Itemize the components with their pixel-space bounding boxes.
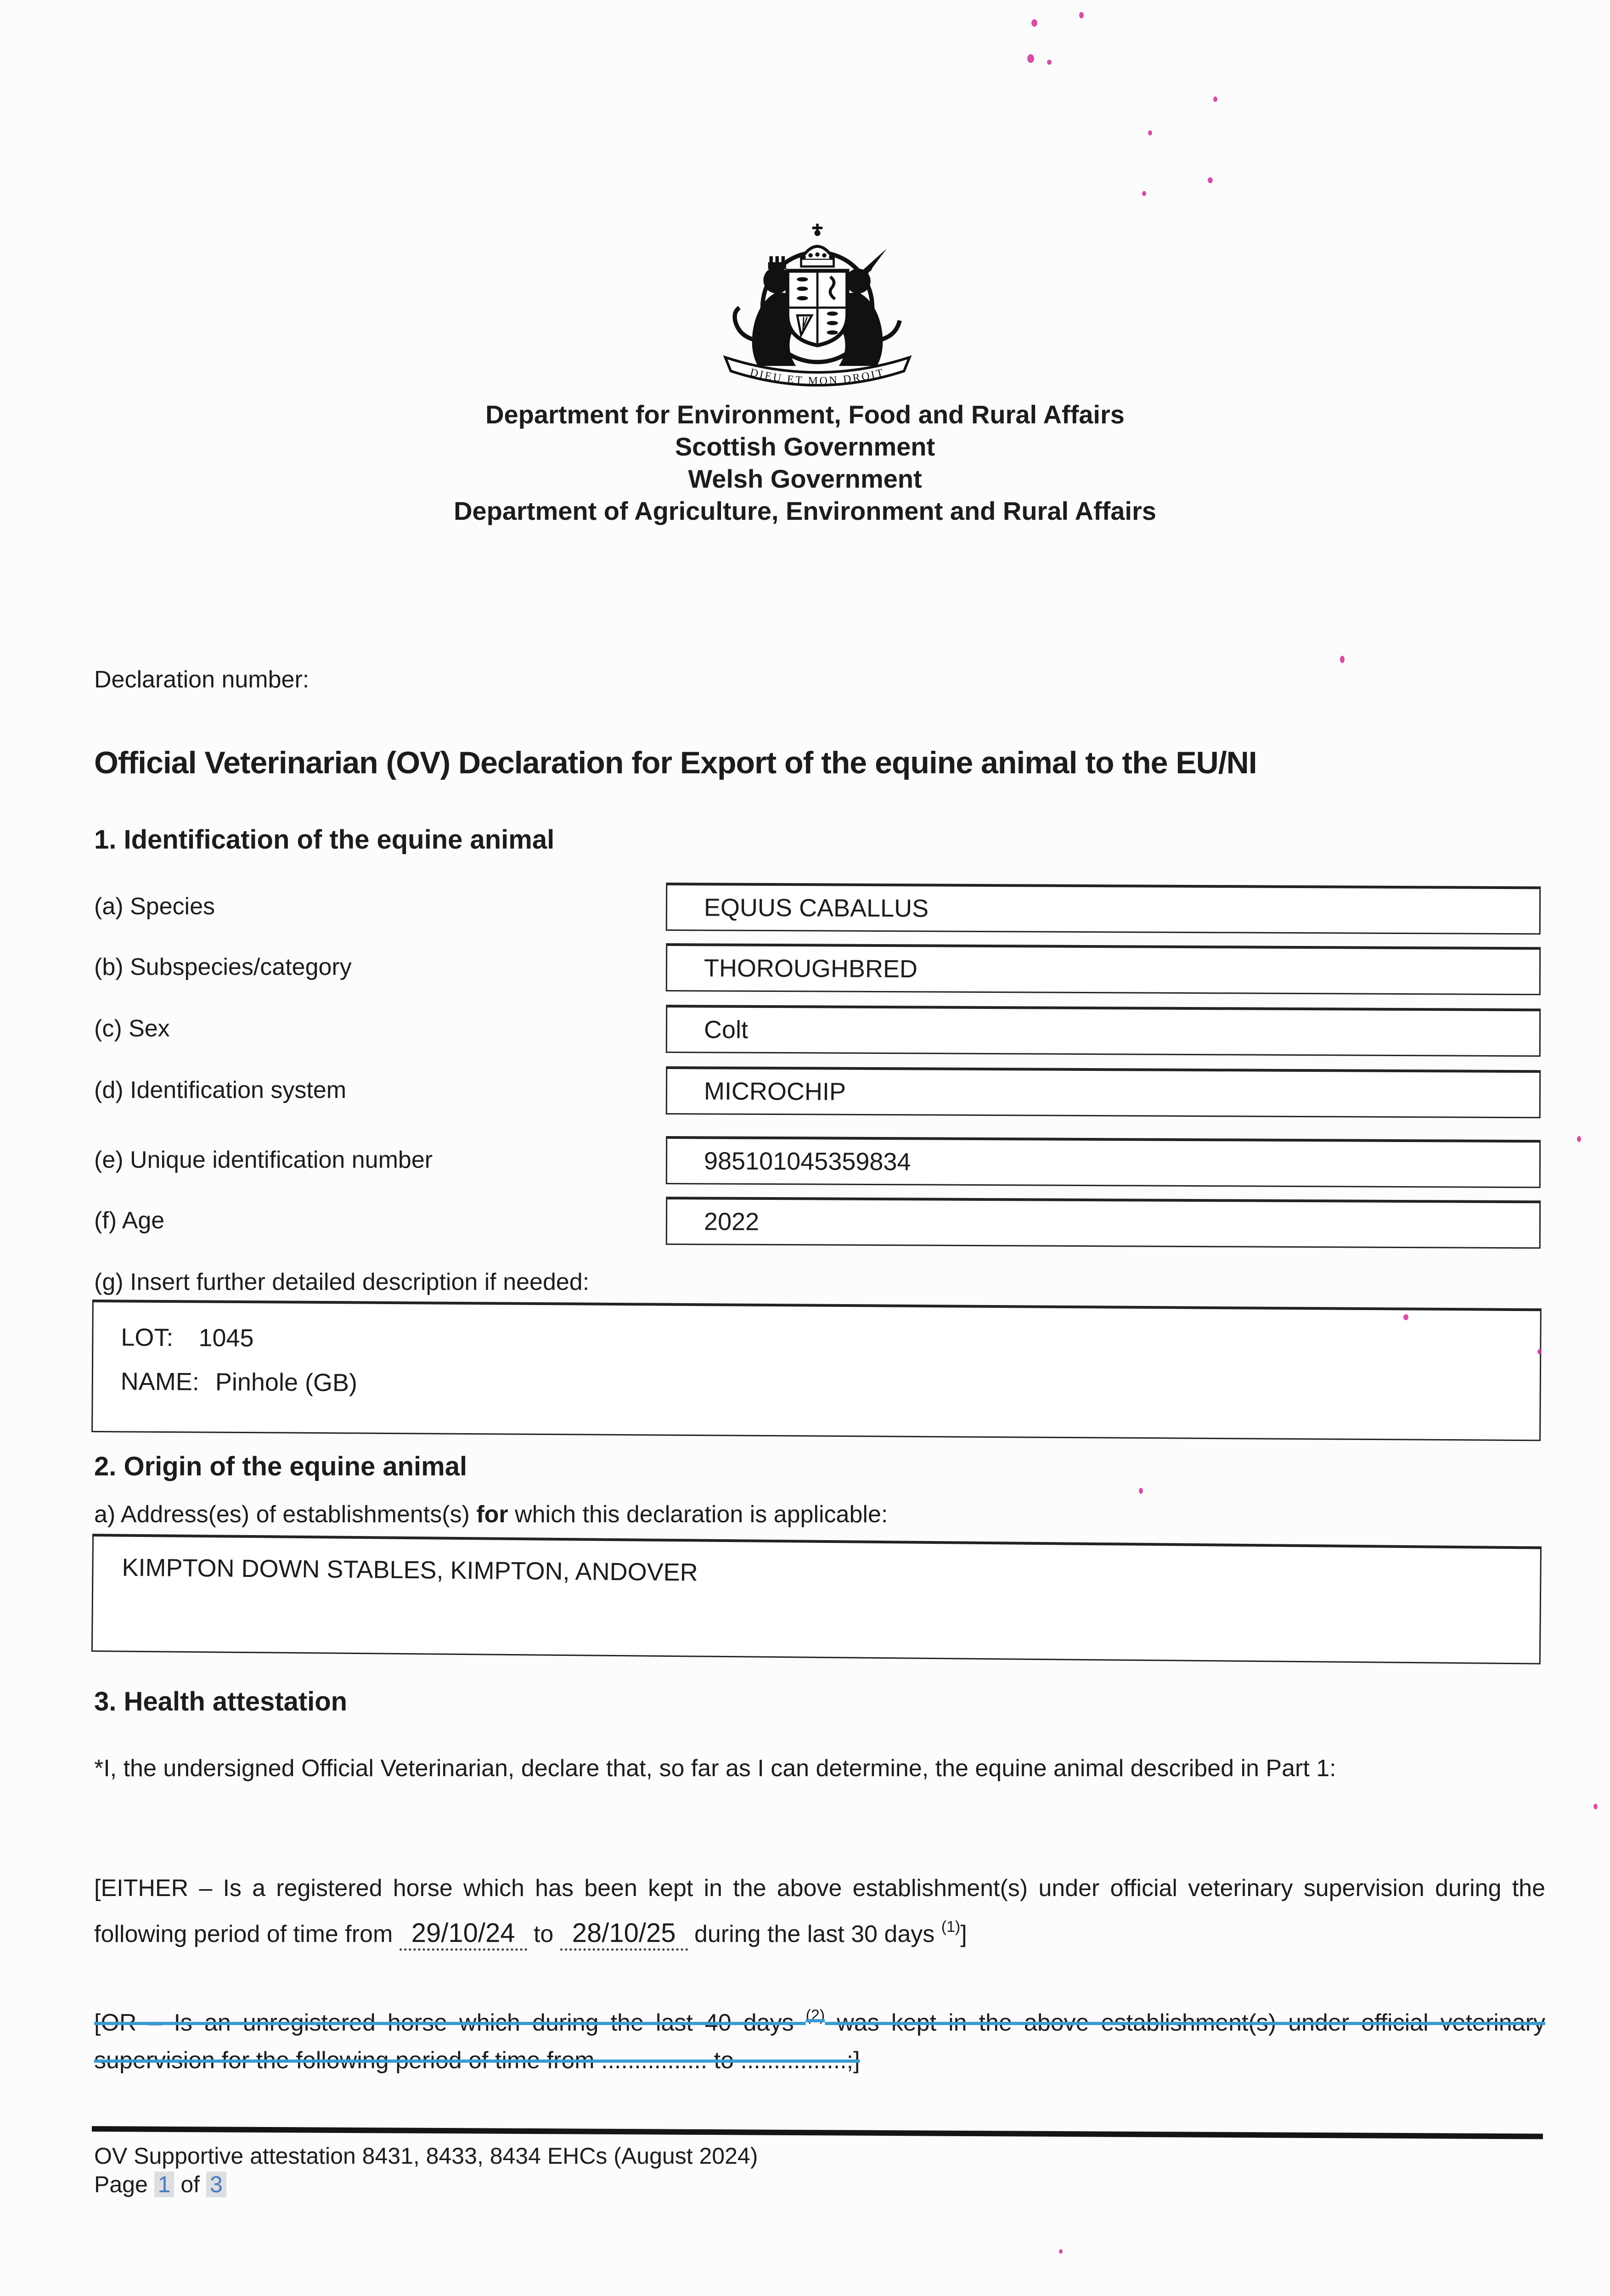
field-value-identification-system: MICROCHIP (704, 1077, 846, 1106)
or-close-bracket: ;] (846, 2047, 860, 2074)
footer-page-line (94, 2170, 758, 2199)
or-blank-dots-from: ................ (601, 2047, 708, 2074)
header-organizations (0, 399, 1610, 527)
org-line-welsh-government: Welsh Government (688, 464, 922, 493)
name-value: Pinhole (GB) (215, 1368, 358, 1397)
field-box-unique-id-number (666, 1136, 1541, 1188)
field-box-subspecies (666, 943, 1541, 995)
field-row-species (94, 882, 1541, 931)
either-text-suffix: during the last 30 days (687, 1921, 941, 1947)
section-1-heading: 1. Identification of the equine animal (94, 825, 555, 855)
supervision-from-date: 29/10/24 (400, 1919, 527, 1951)
lot-label: LOT: (121, 1323, 174, 1352)
scan-artifact (1208, 177, 1213, 183)
either-clause (94, 1869, 1545, 1953)
address-value: KIMPTON DOWN STABLES, KIMPTON, ANDOVER (122, 1553, 698, 1587)
supervision-to-date: 28/10/25 (560, 1919, 688, 1951)
shield (788, 271, 848, 345)
address-box (91, 1534, 1542, 1665)
field-row-sex (94, 1004, 1541, 1053)
page-current-number: 1 (154, 2172, 175, 2197)
further-description-label: (g) Insert further detailed description if needed: (94, 1269, 590, 1295)
section-2-heading: 2. Origin of the equine animal (94, 1452, 467, 1481)
field-value-age: 2022 (704, 1207, 760, 1236)
name-label: NAME: (120, 1367, 200, 1396)
further-description-box (91, 1300, 1542, 1441)
section-3-heading: 3. Health attestation (94, 1687, 348, 1716)
field-label-unique-id-number: (e) Unique identification number (94, 1147, 433, 1173)
field-value-unique-id-number: 985101045359834 (704, 1147, 911, 1176)
field-label-sex: (c) Sex (94, 1015, 170, 1042)
scan-artifact (1340, 656, 1345, 663)
field-value-sex: Colt (704, 1015, 749, 1044)
page-of-label: of (174, 2172, 206, 2197)
field-box-age (666, 1197, 1541, 1249)
or-blank-dots-to: ................ (740, 2047, 847, 2074)
footer-rule (92, 2126, 1543, 2139)
address-label (94, 1501, 888, 1528)
scan-artifact (1027, 54, 1034, 63)
scan-artifact (1031, 19, 1037, 27)
org-line-scottish-government: Scottish Government (675, 432, 935, 461)
org-line-daera: Department of Agriculture, Environment and Rural Affairs (454, 496, 1156, 525)
address-label-suffix: which this declaration is applicable: (508, 1501, 888, 1528)
field-box-identification-system (666, 1066, 1541, 1118)
lot-value: 1045 (198, 1324, 254, 1352)
scan-artifact (1577, 1136, 1581, 1142)
or-clause-struck (94, 1997, 1545, 2079)
either-text-prefix: [EITHER – Is a registered horse which has been kept in the above establishment(s) under official veterinary supervision during the following period of time from (94, 1875, 1545, 1947)
scan-artifact (1213, 96, 1217, 102)
scan-artifact (1537, 1349, 1542, 1354)
either-to-word: to (527, 1921, 560, 1947)
field-box-sex (666, 1005, 1541, 1057)
field-row-subspecies (94, 942, 1541, 992)
footnote-2-marker: (2) (805, 2007, 825, 2024)
field-row-age (94, 1196, 1541, 1245)
field-row-unique-id-number (94, 1135, 1541, 1185)
field-label-identification-system: (d) Identification system (94, 1077, 347, 1103)
footnote-1-marker: (1) (941, 1918, 961, 1936)
lot-line (121, 1315, 1540, 1368)
scan-artifact (1142, 191, 1146, 196)
either-close-bracket: ] (960, 1921, 967, 1947)
scan-artifact (1059, 2249, 1063, 2254)
address-label-bold-for: for (476, 1501, 508, 1528)
field-value-species: EQUUS CABALLUS (704, 893, 929, 922)
field-box-species (666, 883, 1541, 934)
field-label-subspecies: (b) Subspecies/category (94, 954, 352, 980)
scan-artifact (1079, 12, 1084, 18)
scan-artifact (1148, 130, 1152, 135)
scan-artifact (1139, 1488, 1143, 1494)
struck-text (94, 2009, 1545, 2074)
footer (94, 2142, 758, 2199)
name-line (121, 1359, 1540, 1412)
field-value-subspecies: THOROUGHBRED (704, 954, 918, 983)
scan-artifact (1403, 1314, 1408, 1320)
scan-artifact (1047, 60, 1052, 65)
page-total-number: 3 (206, 2172, 226, 2197)
royal-coat-of-arms-image (689, 209, 946, 393)
document-title: Official Veterinarian (OV) Declaration for Export of the equine animal to the EU/NI (94, 745, 1257, 780)
address-label-prefix: a) Address(es) of establishments(s) (94, 1501, 477, 1528)
scan-artifact (1593, 1804, 1598, 1809)
motto-text: DIEU ET MON DROIT (749, 366, 886, 388)
or-text-part2: was kept in the above establishment(s) under official veterinary supervision for the following period of time from (94, 2009, 1545, 2074)
field-row-identification-system (94, 1065, 1541, 1115)
footer-attestation-ref: OV Supportive attestation 8431, 8433, 8434 EHCs (August 2024) (94, 2143, 758, 2169)
field-label-species: (a) Species (94, 893, 215, 920)
attestation-intro: *I, the undersigned Official Veterinarian, declare that, so far as I can determine, the equine animal described in Part 1: (94, 1755, 1336, 1782)
crown (801, 224, 834, 266)
declaration-number-label: Declaration number: (94, 666, 310, 693)
or-to-word: to (707, 2047, 741, 2074)
field-label-age: (f) Age (94, 1207, 165, 1234)
org-line-defra: Department for Environment, Food and Rural Affairs (485, 400, 1125, 429)
or-text-part1: [OR – Is an unregistered horse which during the last 40 days (94, 2009, 806, 2036)
page-label: Page (94, 2172, 154, 2197)
